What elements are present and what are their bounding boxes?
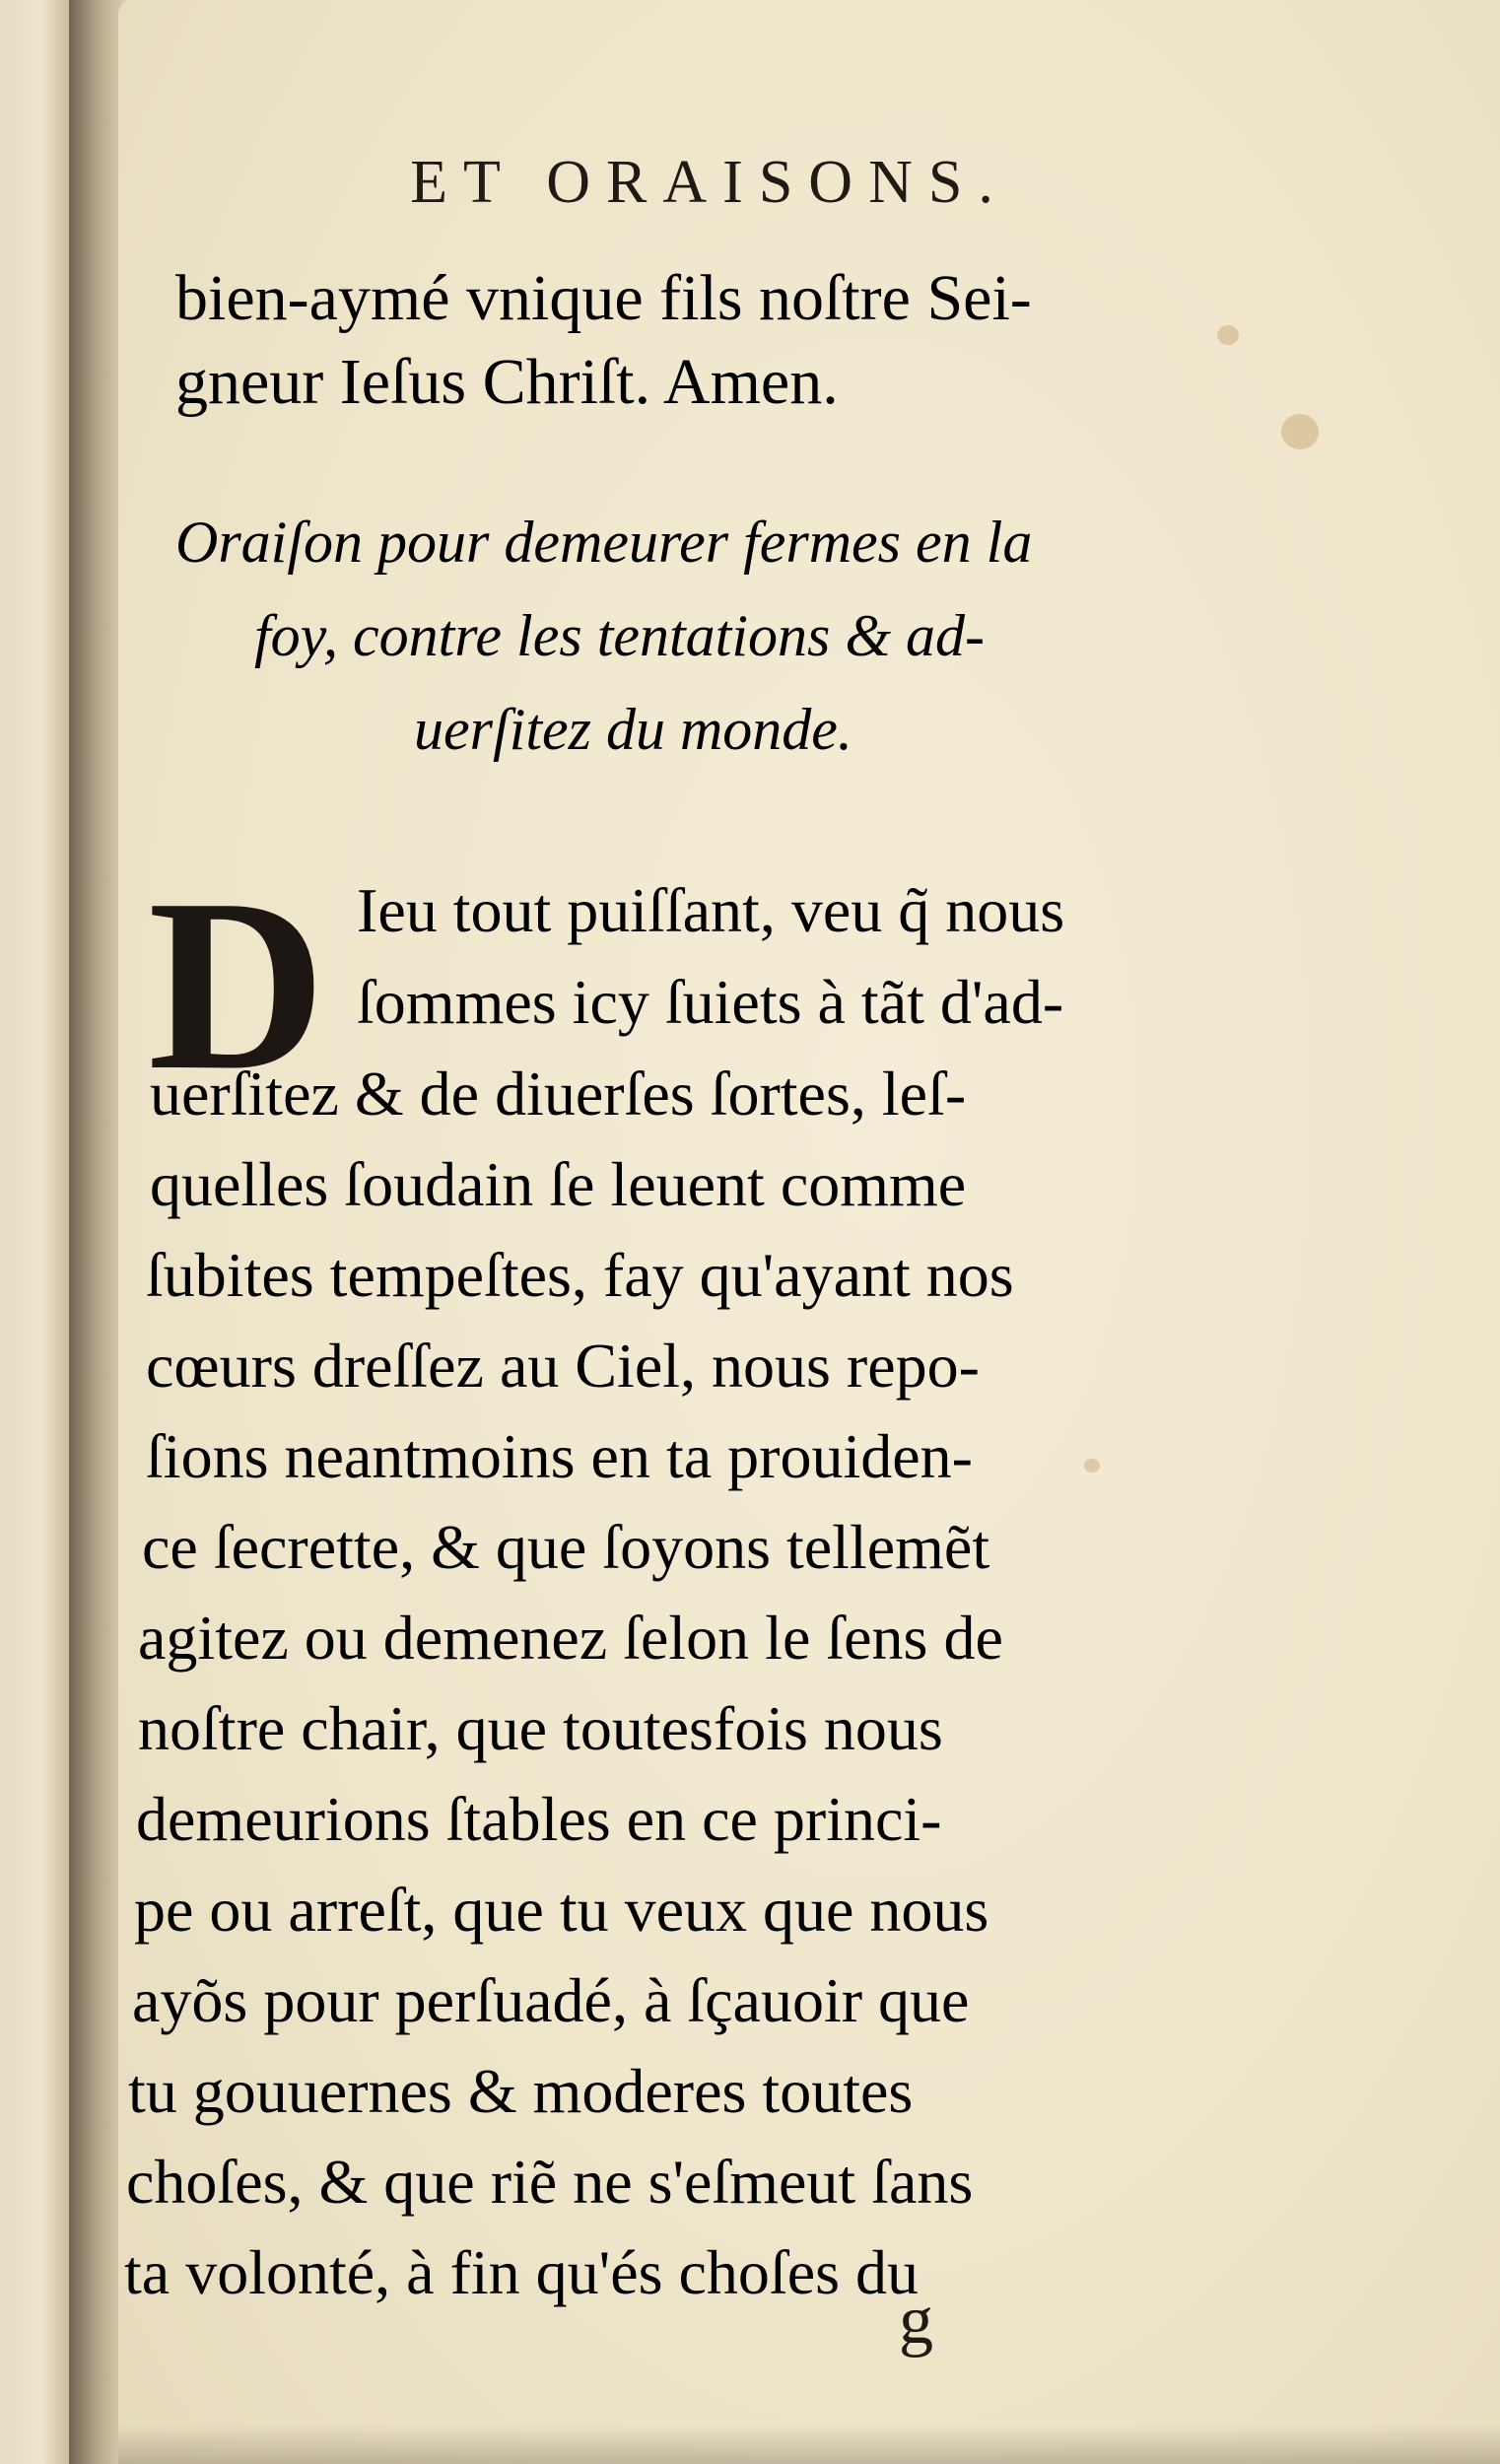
intro-line-2: gneur Ieſus Chriſt. Amen.	[175, 346, 839, 418]
foxing-spot	[1217, 325, 1239, 345]
body-line-2: ſommes icy ſuiets à tãt d'ad-	[357, 967, 1064, 1037]
foxing-spot	[1084, 1459, 1100, 1472]
body-line-16: ta volonté, à fin qu'és choſes du	[124, 2237, 919, 2307]
prayer-title-line-2: foy, contre les tentations & ad-	[254, 603, 986, 668]
prayer-title-line-1: Oraiſon pour demeurer fermes en la	[175, 510, 1033, 575]
drop-cap: D	[148, 849, 326, 1122]
intro-line-1: bien-aymé vnique fils noſtre Sei-	[175, 262, 1032, 334]
foxing-spot	[1281, 414, 1319, 449]
prayer-title-line-3: uerſitez du monde.	[414, 697, 852, 762]
body-line-14: tu gouuernes & moderes toutes	[128, 2056, 914, 2126]
signature-mark: g	[899, 2283, 933, 2359]
body-line-5: ſubites tempeſtes, fay qu'ayant nos	[146, 1240, 1014, 1310]
body-line-6: cœurs dreſſez au Ciel, nous repo-	[146, 1331, 980, 1401]
body-line-8: ce ſecrette, & que ſoyons tellemẽt	[142, 1512, 990, 1582]
body-line-1: Ieu tout puiſſant, veu q̃ nous	[357, 875, 1065, 945]
body-line-13: ayõs pour perſuadé, à ſçauoir que	[132, 1965, 970, 2035]
body-line-15: choſes, & que riẽ ne s'eſmeut ſans	[126, 2147, 974, 2217]
running-head: ET ORAISONS.	[410, 149, 1009, 216]
left-page-edge	[0, 0, 71, 2464]
body-line-3: uerſitez & de diuerſes ſortes, leſ-	[150, 1059, 967, 1129]
body-line-10: noſtre chair, que toutesfois nous	[138, 1693, 943, 1763]
body-line-11: demeurions ſtables en ce princi-	[136, 1784, 942, 1854]
body-line-7: ſions neantmoins en ta prouiden-	[146, 1421, 973, 1491]
body-line-4: quelles ſoudain ſe leuent comme	[150, 1149, 967, 1219]
body-line-9: agitez ou demenez ſelon le ſens de	[138, 1603, 1003, 1673]
body-line-12: pe ou arreſt, que tu veux que nous	[134, 1875, 989, 1945]
